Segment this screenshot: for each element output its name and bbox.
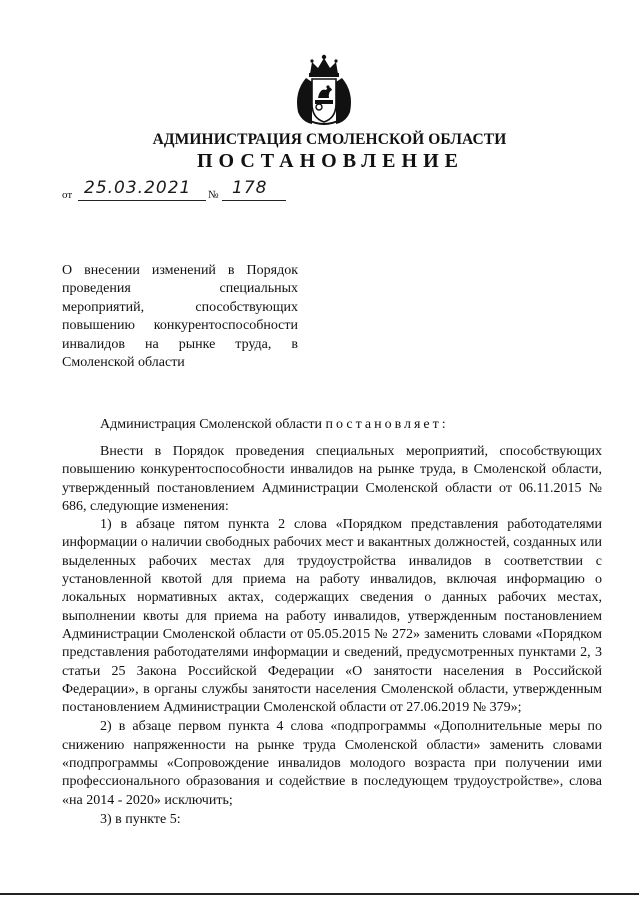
crown-icon	[309, 55, 339, 77]
body-paragraph: Внести в Порядок проведения специальных мероприятий, способствующих повышению конкурентоспособности инвалидов на рынке труда, в Смоленской области, утвержденный постановлением Администрации Смоленской области от 06.11.2015 № 686, следующие изменения:	[62, 444, 602, 514]
decree-prefix: Администрация Смоленской области	[100, 417, 326, 432]
decree-verb: постановляет:	[325, 417, 449, 432]
body-paragraph: 3) в пункте 5:	[100, 811, 181, 827]
subject-line: О внесении изменений в Порядок	[62, 263, 298, 278]
decree-statement	[100, 417, 449, 433]
date-underline	[78, 200, 206, 201]
page-bottom-edge	[0, 893, 639, 895]
body-paragraph: 2) в абзаце первом пункта 4 слова «подпрограммы «Дополнительные меры по снижению напряженности на рынке труда Смоленской области» заменить словами «подпрограммы «Сопровождение инвалидов молодого возраста при получении ими профессионального образования и содействие в последующем трудоустройстве», слова «на 2014 - 2020» исключить;	[62, 719, 602, 808]
subject-line: инвалидов на рынке труда, в	[62, 336, 298, 352]
handwritten-date: 25.03.2021	[84, 178, 192, 198]
date-from-label: от	[62, 189, 73, 201]
number-underline	[222, 200, 286, 201]
subject-line: мероприятий, способствующих	[62, 299, 298, 315]
subject-line: повышению конкурентоспособности	[62, 318, 298, 334]
subject-line: Смоленской области	[62, 355, 185, 371]
date-number-line	[62, 180, 302, 204]
handwritten-number: 178	[232, 178, 268, 198]
document-type-title: ПОСТАНОВЛЕНИЕ	[197, 150, 464, 172]
number-label: №	[208, 189, 219, 201]
body-paragraph: 1) в абзаце пятом пункта 2 слова «Порядком представления работодателями информации о наличии свободных рабочих мест и вакантных должностей, созданных или выделенных рабочих местах для трудоустройства инвалидов в соответствии с установленной квотой для приема на работу инвалидов, включая информацию о локальных нормативных актах, содержащих сведения о данных рабочих местах, выполнении квоты для приема на работу инвалидов, утвержденным постановлением Администрации Смоленской области от 05.05.2015 № 272» заменить словами «Порядком представления работодателями информации и сведений, предусмотренных пунктами 2, 3 статьи 25 Закона Российской Федерации «О занятости населения в Российской Федерации», в органы службы занятости населения Смоленской области, утвержденным постановлением Администрации Смоленской области от 27.06.2019 № 379»;	[62, 517, 602, 716]
document-subject-title	[62, 262, 298, 372]
document-body	[62, 443, 602, 829]
coat-of-arms-emblem	[288, 52, 360, 126]
subject-line: проведения специальных	[62, 281, 298, 297]
organization-name: АДМИНИСТРАЦИЯ СМОЛЕНСКОЙ ОБЛАСТИ	[152, 131, 507, 148]
